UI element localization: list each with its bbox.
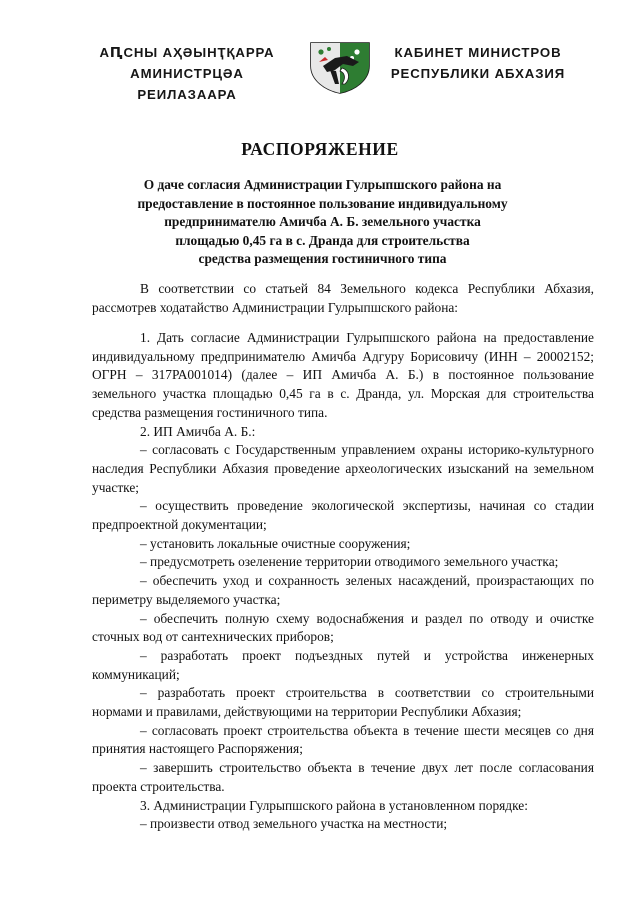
body-paragraph: – установить локальные очистные сооружения; — [140, 535, 411, 551]
letterhead-russian-line1: КАБИНЕТ МИНИСТРОВ — [394, 45, 562, 60]
body-paragraph: – обеспечить полную схему водоснабжения и раздел по отводу и очистке сточных вод от сантехнических приборов; — [92, 610, 594, 645]
body-paragraph: – завершить строительство объекта в течение двух лет после согласования проекта строительства. — [92, 760, 594, 794]
subject-line: предоставление в постоянное пользование индивидуальному — [137, 195, 508, 211]
letterhead-russian — [380, 42, 576, 84]
subject-line: предпринимателю Амичба А. Б. земельного участка — [164, 214, 481, 230]
letterhead — [0, 40, 640, 102]
document-subject — [120, 176, 525, 269]
body-paragraph: 2. ИП Амичба А. Б.: — [140, 423, 256, 439]
letterhead-abkhaz — [80, 42, 294, 105]
body-paragraph: – согласовать проект строительства объекта в течение шести месяцев со дня принятия настоящего Распоряжения; — [92, 722, 594, 757]
body-paragraph: 3. Администрации Гулрыпшского района в установленном порядке: — [140, 797, 528, 813]
body-paragraph: – осуществить проведение экологической экспертизы, начиная со стадии предпроектной документации; — [92, 498, 594, 533]
document-body — [92, 329, 594, 834]
letterhead-abkhaz-line2: АМИНИСТРЦӘА РЕИЛАЗААРА — [130, 66, 244, 102]
preamble — [92, 280, 594, 317]
body-paragraph: – согласовать с Государственным управлением охраны историко-культурного наследия Республики Абхазия проведение археологических изысканий на земельном участке; — [92, 442, 594, 495]
body-paragraph: – предусмотреть озеленение территории отводимого земельного участка; — [140, 554, 559, 570]
body-paragraph: – разработать проект строительства в соответствии со строительными нормами и правилами, действующими на территории Республики Абхазия; — [92, 685, 594, 720]
preamble-paragraph: В соответствии со статьей 84 Земельного кодекса Республики Абхазия, рассмотрев ходатайство Администрации Гулрыпшского района: — [92, 281, 594, 315]
body-paragraph: 1. Дать согласие Администрации Гулрыпшского района на предоставление индивидуальному предпринимателю Амичба Адгуру Борисовичу (ИНН – 20002152; ОГРН – 317РА001014) (далее – ИП Амичба А. Б.) в постоянное пользование земельного участка площадью 0,45 га в с. Дранда, ул. Морская для строительства средства размещения гостиничного типа. — [92, 330, 594, 420]
body-paragraph: – произвести отвод земельного участка на местности; — [140, 816, 448, 832]
body-paragraph: – разработать проект подъездных путей и устройства инженерных коммуникаций; — [92, 647, 594, 682]
subject-line: средства размещения гостиничного типа — [198, 251, 447, 267]
subject-line: площадью 0,45 га в с. Дранда для строительства — [175, 232, 470, 248]
letterhead-abkhaz-line1: АԤСНЫ АҲӘЫНҬҚАРРА — [99, 45, 275, 60]
subject-line: О даче согласия Администрации Гулрыпшского района на — [143, 177, 502, 192]
document-title: РАСПОРЯЖЕНИЕ — [241, 139, 399, 159]
coat-of-arms-icon — [305, 40, 375, 94]
letterhead-russian-line2: РЕСПУБЛИКИ АБХАЗИЯ — [390, 66, 566, 81]
body-paragraph: – обеспечить уход и сохранность зеленых насаждений, произрастающих по периметру выделяемого участка; — [92, 573, 594, 607]
